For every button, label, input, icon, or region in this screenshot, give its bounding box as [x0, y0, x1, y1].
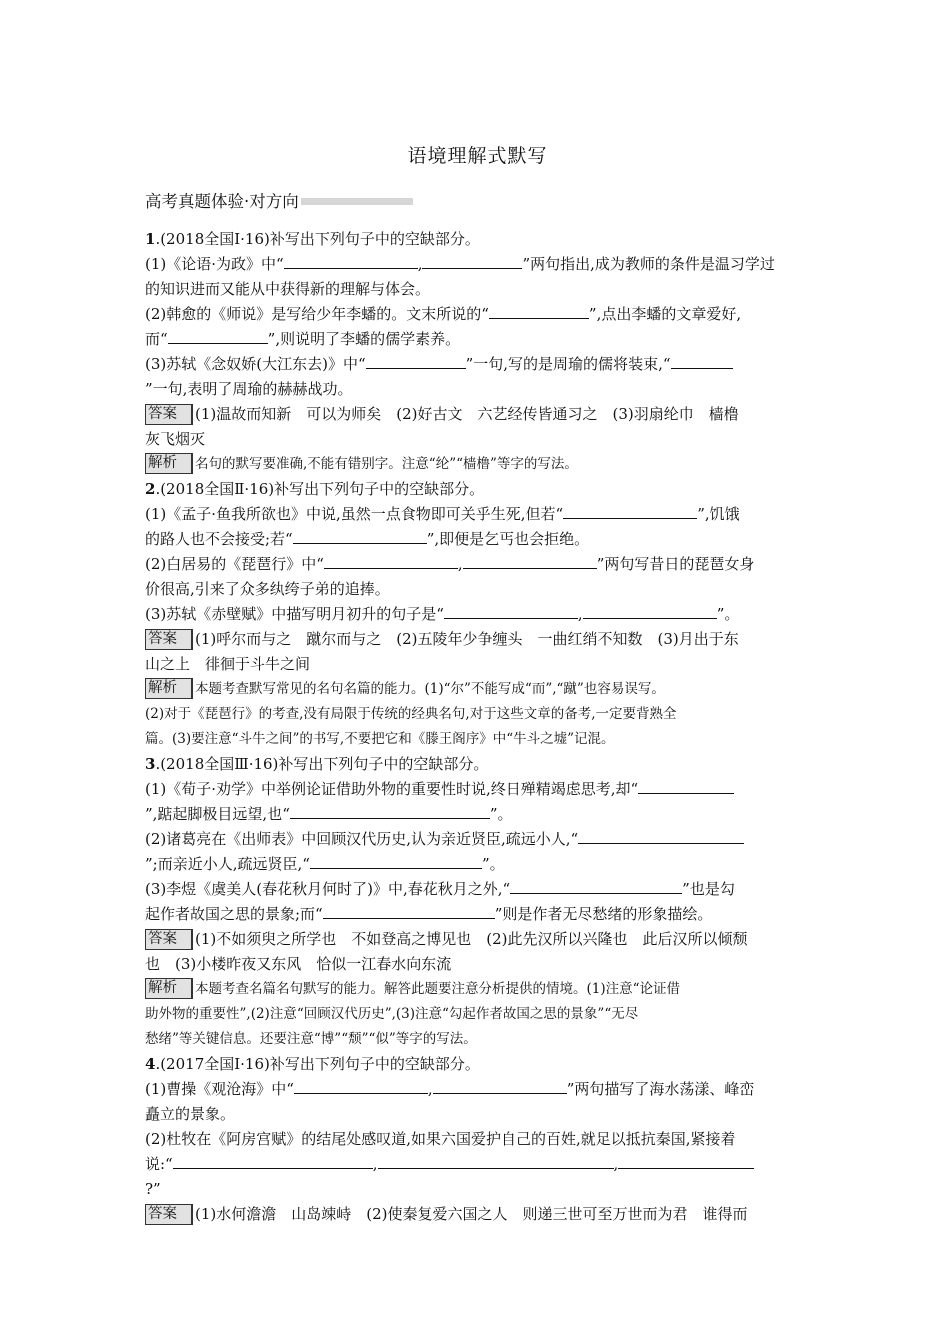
answer-blank — [422, 252, 522, 269]
answer-blank — [173, 1152, 373, 1169]
question-3-analysis: 解析 本题考查名篇名句默写的能力。解答此题要注意分析提供的情境。(1)注意“论证借 — [145, 977, 810, 1002]
answer-blank — [310, 852, 482, 869]
answer-blank — [433, 1077, 567, 1094]
question-3-head: 3.(2018全国Ⅲ·16)补写出下列句子中的空缺部分。 — [145, 755, 489, 773]
answer-blank — [583, 602, 717, 619]
question-list: 1.(2018全国Ⅰ·16)补写出下列句子中的空缺部分。 (1)《论语·为政》中“ , ”两句指出,成为教师的条件是温习学过 的知识进而又能从中获得新的理解与体会。 (2)韩愈的《师说》是写给少年李蟠的。文末所说的“ ”,点出李蟠的文章爱好, 而“ ”,则说明了李蟠的儒学素养。 (3)苏轼《念奴娇(大江东去)》中“ ”一句,写的是周瑜的儒将装束,“ ”一句,表明了周瑜的赫赫战功。 答案 (1)温故而知新 可以为师矣 (2)好古文 六艺经传皆通习之 (3)羽扇纶巾 樯橹 灰飞烟灭 解析 名句的默写要准确,不能有错别字。注意“纶”“樯橹”等字的写法。 2.(2018全国Ⅱ·16)补写出下列句子中的空缺部分。 (1)《孟子·鱼我所欲也》中说,虽然一点食物即可关乎生死,但若“ ”,饥饿 的路人也不会接受;若“ ”,即便是乞丐也会拒绝。 (2)白居易的《琵琶行》中“ , ”两句写昔日的琵琶女身 价很高,引来了众多纨绔子弟的追捧。 (3)苏轼《赤壁赋》中描写明月初升的句子是“ , ”。 答案 (1)呼尔而与之 蹴尔而与之 (2)五陵年少争缠头 一曲红绡不知数 (3)月出于东 山之上 徘徊于斗牛之间 解析 本题考查默写常见的名句名篇的能力。(1)“尔”不能写成“而”,“蹴”也容易误写。 (2)对于《琵琶行》的考查,没有局限于传统的经典名句,对于这些文章的备考,一定要背熟全 篇。(3)要注意“斗牛之间”的书写,不要把它和《滕王阁序》中“牛斗之墟”记混。 3.(2018全国Ⅲ·16)补写出下列句子中的空缺部分。 (1)《荀子·劝学》中举例论证借助外物的重要性时说,终日殚精竭虑思考,却“ ”,踮起脚极目远望,也“ ”。 (2)诸葛亮在《出师表》中回顾汉代历史,认为亲近贤臣,疏远小人,“ ”;而亲近小人,疏远贤臣,“ ”。 (3)李煜《虞美人(春花秋月何时了)》中,春花秋月之外,“ ”也是勾 起作者故国之思的景象;而“ ”则是作者无尽愁绪的形象描绘。 答案 (1)不如须臾之所学也 不如登高之博见也 (2)此先汉所以兴隆也 此后汉所以倾颓 也 (3)小楼昨夜又东风 恰似一江春水向东流 解析 本题考查名篇名句默写的能力。解答此题要注意分析提供的情境。(1)注意“论证借 助外物的重要性”,(2)注意“回顾汉代历史”,(3)注意“勾起作者故国之思的景象”“无尽 愁绪”等关键信息。还要注意“博”“颓”“似”等字的写法。 4.(2017全国Ⅰ·16)补写出下列句子中的空缺部分。 (1)曹操《观沧海》中“ , ”两句描写了海水荡漾、峰峦 矗立的景象。 (2)杜牧在《阿房宫赋》的结尾处感叹道,如果六国爱护自己的百姓,就足以抵抗秦国,紧接着 说:“ , , ?” 答案 (1)水何澹澹 山岛竦峙 (2)使秦复爱六国之人 则递三世可至万世而为君 谁得而 — [145, 227, 810, 1227]
answer-blank — [671, 352, 733, 369]
question-4-item-2: (2)杜牧在《阿房宫赋》的结尾处感叹道,如果六国爱护自己的百姓,就足以抵抗秦国,紧接着 — [145, 1130, 736, 1148]
section-heading — [145, 188, 413, 210]
question-3-item-3: (3)李煜《虞美人(春花秋月何时了)》中,春花秋月之外,“ ”也是勾 — [145, 877, 810, 902]
answer-blank — [284, 252, 418, 269]
answer-blank — [323, 902, 495, 919]
answer-blank — [510, 877, 682, 894]
question-1-item-2: (2)韩愈的《师说》是写给少年李蟠的。文末所说的“ ”,点出李蟠的文章爱好, — [145, 302, 810, 327]
question-number: 4 — [145, 1055, 156, 1073]
question-1-item-3: (3)苏轼《念奴娇(大江东去)》中“ ”一句,写的是周瑜的儒将装束,“ — [145, 352, 810, 377]
question-4-item-1: (1)曹操《观沧海》中“ , ”两句描写了海水荡漾、峰峦 — [145, 1077, 810, 1102]
analysis-tag: 解析 — [145, 453, 193, 474]
answer-blank — [168, 327, 268, 344]
question-2-head: 2.(2018全国Ⅱ·16)补写出下列句子中的空缺部分。 — [145, 480, 485, 498]
question-number: 1 — [145, 230, 156, 248]
answer-blank — [378, 1152, 614, 1169]
answer-blank — [366, 352, 466, 369]
answer-blank — [293, 527, 427, 544]
answer-tag: 答案 — [145, 404, 193, 425]
question-4-answer: 答案 (1)水何澹澹 山岛竦峙 (2)使秦复爱六国之人 则递三世可至万世而为君 谁得而 — [145, 1202, 810, 1227]
answer-tag: 答案 — [145, 629, 193, 650]
question-1-analysis: 解析 名句的默写要准确,不能有错别字。注意“纶”“樯橹”等字的写法。 — [145, 452, 810, 477]
section-heading-bar — [301, 198, 413, 205]
answer-blank — [638, 777, 734, 794]
page-title: 语境理解式默写 — [407, 145, 548, 167]
answer-tag: 答案 — [145, 1204, 193, 1225]
answer-blank — [290, 802, 490, 819]
question-number: 2 — [145, 480, 156, 498]
answer-blank — [294, 1077, 428, 1094]
analysis-tag: 解析 — [145, 678, 193, 699]
answer-tag: 答案 — [145, 929, 193, 950]
answer-blank — [489, 302, 589, 319]
question-number: 3 — [145, 755, 156, 773]
question-2-analysis: 解析 本题考查默写常见的名句名篇的能力。(1)“尔”不能写成“而”,“蹴”也容易误写。 — [145, 677, 810, 702]
section-heading-text: 高考真题体验·对方向 — [145, 192, 299, 211]
answer-blank — [618, 1152, 754, 1169]
question-2-answer: 答案 (1)呼尔而与之 蹴尔而与之 (2)五陵年少争缠头 一曲红绡不知数 (3)月出于东 — [145, 627, 810, 652]
answer-blank — [578, 827, 744, 844]
answer-blank — [324, 552, 458, 569]
answer-blank — [563, 502, 697, 519]
question-4-head: 4.(2017全国Ⅰ·16)补写出下列句子中的空缺部分。 — [145, 1055, 480, 1073]
answer-blank — [444, 602, 578, 619]
analysis-tag: 解析 — [145, 978, 193, 999]
question-2-item-3: (3)苏轼《赤壁赋》中描写明月初升的句子是“ , ”。 — [145, 602, 810, 627]
question-1-answer: 答案 (1)温故而知新 可以为师矣 (2)好古文 六艺经传皆通习之 (3)羽扇纶巾 樯橹 — [145, 402, 810, 427]
question-3-item-1: (1)《荀子·劝学》中举例论证借助外物的重要性时说,终日殚精竭虑思考,却“ — [145, 777, 810, 802]
answer-blank — [463, 552, 597, 569]
question-2-item-1: (1)《孟子·鱼我所欲也》中说,虽然一点食物即可关乎生死,但若“ ”,饥饿 — [145, 502, 810, 527]
question-1-head: 1.(2018全国Ⅰ·16)补写出下列句子中的空缺部分。 — [145, 230, 480, 248]
question-1-item-1: (1)《论语·为政》中“ , ”两句指出,成为教师的条件是温习学过 — [145, 252, 810, 277]
question-2-item-2: (2)白居易的《琵琶行》中“ , ”两句写昔日的琵琶女身 — [145, 552, 810, 577]
question-3-answer: 答案 (1)不如须臾之所学也 不如登高之博见也 (2)此先汉所以兴隆也 此后汉所以倾颓 — [145, 927, 810, 952]
question-3-item-2: (2)诸葛亮在《出师表》中回顾汉代历史,认为亲近贤臣,疏远小人,“ — [145, 827, 810, 852]
